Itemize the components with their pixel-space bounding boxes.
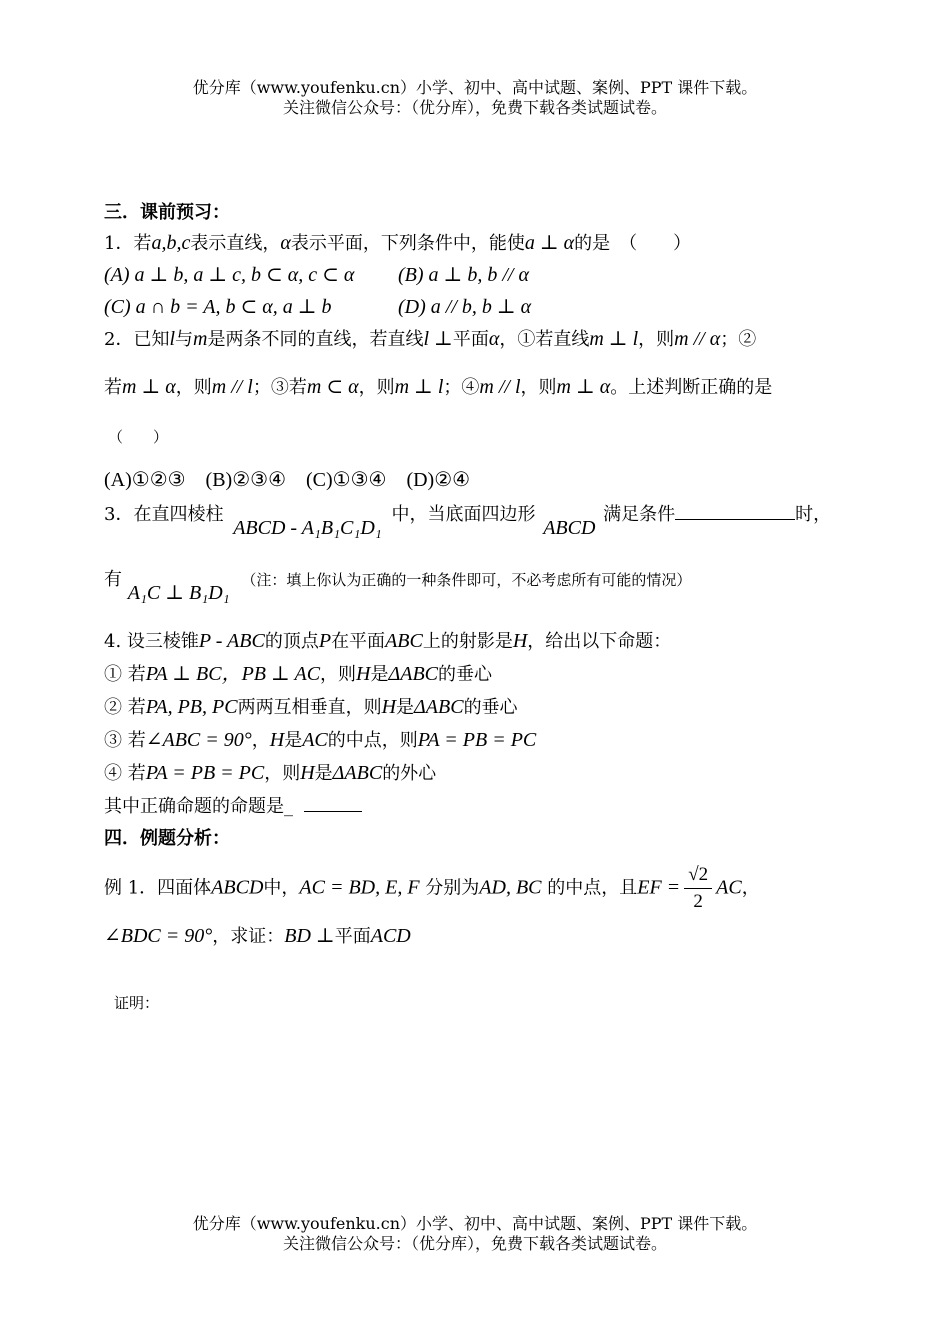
q4-triangle: ΔABC xyxy=(388,663,438,685)
q2-text: ；② xyxy=(720,329,757,350)
q3-base: ABCD xyxy=(543,517,596,539)
q4-text: 是 xyxy=(314,763,333,784)
q4-text: ① 若 xyxy=(104,664,146,685)
q4-math: PA ⊥ BC，PB ⊥ AC xyxy=(145,663,321,685)
q4-h: H xyxy=(300,762,315,784)
q4-answer xyxy=(104,793,362,820)
q2-text: ；③若 xyxy=(252,377,307,398)
q1-vars: a,b,c xyxy=(151,232,191,254)
q1-option-b: (B) a ⊥ b, b // α xyxy=(398,264,529,286)
q3-text: 时， xyxy=(795,504,832,525)
q2-text: ；④ xyxy=(443,377,480,398)
q1-stem xyxy=(104,230,691,257)
q4-math: PA, PB, PC xyxy=(145,696,238,718)
q4-pyramid: P - ABC xyxy=(198,630,265,652)
q4-text: 两两互相垂直，则 xyxy=(237,697,382,718)
q4-text: ，则 xyxy=(264,763,301,784)
q2-text: 2．已知 xyxy=(104,329,170,350)
q4-text: ，给出以下命题： xyxy=(527,631,672,652)
q3-line-1 xyxy=(104,501,832,539)
q4-h: H xyxy=(356,663,371,685)
q4-stem xyxy=(104,628,671,655)
fraction-numerator: √2 xyxy=(684,862,712,889)
q2-text: ，则 xyxy=(638,329,675,350)
ex1-text: 分别为 xyxy=(425,877,480,899)
header-line-2: 关注微信公众号：（优分库），免费下载各类试题试卷。 xyxy=(282,98,667,117)
q3-cond: A₁C ⊥ B₁D₁ xyxy=(127,582,230,604)
q2-math: m // l xyxy=(211,376,253,398)
q4-text: 在平面 xyxy=(331,631,386,652)
q1-t1: 表示直线， xyxy=(190,233,281,254)
q2-math: m ⊂ α xyxy=(306,376,359,398)
q4-answer-blank[interactable] xyxy=(304,793,362,812)
q4-triangle: ΔABC xyxy=(332,762,383,784)
q2-paren: （ ） xyxy=(108,428,169,446)
ex1-text: ，求证： xyxy=(212,926,285,947)
q1-option-a: (A) a ⊥ b, a ⊥ c, b ⊂ α, c ⊂ α xyxy=(104,264,355,286)
q2-math: m // l xyxy=(479,376,521,398)
q1-prefix: 1．若 xyxy=(104,233,152,254)
q3-text: 满足条件 xyxy=(603,504,676,525)
q3-blank[interactable] xyxy=(675,501,795,520)
q2-text: 与 xyxy=(175,329,194,350)
q2-text: 是两条不同的直线，若直线 xyxy=(207,329,424,350)
q4-p: P xyxy=(318,630,332,652)
q1-t3: 的是 （ ） xyxy=(574,233,692,254)
q4-h: H xyxy=(381,696,397,718)
fraction-denominator: 2 xyxy=(693,891,703,912)
q2-line-2 xyxy=(104,374,772,401)
q4-text: ， xyxy=(251,730,270,751)
ex1-text: 中， xyxy=(263,877,300,899)
q2-math: m ⊥ α xyxy=(556,376,611,398)
q4-text: 的垂心 xyxy=(438,664,492,685)
q2-text: ，则 xyxy=(175,377,212,398)
q3-text: 3．在直四棱柱 xyxy=(104,504,224,525)
q3-text: 有 xyxy=(104,569,122,590)
q1-t2: 表示平面，下列条件中，能使 xyxy=(290,233,525,254)
q4-h: H xyxy=(269,729,285,751)
ex1-fraction xyxy=(684,862,712,915)
ex1-math: BD ⊥ xyxy=(284,925,335,947)
q4-math: ∠ABC = 90° xyxy=(145,729,252,751)
q4-h: H xyxy=(512,630,528,652)
proof-label: 证明： xyxy=(114,994,160,1012)
q4-text: 的垂心 xyxy=(463,697,518,718)
q4-statement-2 xyxy=(104,694,518,721)
q2-math: m // α xyxy=(674,328,721,350)
footer-line-1: 优分库（www.youfenku.cn）小学、初中、高中试题、案例、PPT 课件下载。 xyxy=(192,1214,758,1233)
q4-text: 是 xyxy=(284,730,303,751)
q4-text: ③ 若 xyxy=(104,730,146,751)
q4-plane: ABC xyxy=(385,630,423,652)
q3-text: 中，当底面四边形 xyxy=(391,504,536,525)
ex1-ef: EF = xyxy=(637,876,681,899)
q2-text: ，则 xyxy=(358,377,395,398)
q4-ac: AC xyxy=(302,729,328,751)
q4-text: 是 xyxy=(370,664,389,685)
q4-text: ② 若 xyxy=(104,697,146,718)
q2-math: l ⊥ xyxy=(423,328,453,350)
ex1-angle: ∠BDC = 90° xyxy=(104,925,213,947)
q4-text: 上的射影是 xyxy=(422,631,513,652)
ex1-ac: AC xyxy=(716,876,742,899)
q2-math: m ⊥ α xyxy=(122,376,176,398)
ex1-text: 的中点，且 xyxy=(547,877,638,899)
q4-text: 的中点，则 xyxy=(327,730,418,751)
ex1-acd: ACD xyxy=(370,925,411,947)
example-1-line-2 xyxy=(104,923,411,950)
ex1-math: AD, BC xyxy=(479,876,542,899)
q4-text: 4. 设三棱锥 xyxy=(104,631,199,652)
q2-math: m ⊥ l xyxy=(394,376,444,398)
q2-text: 。上述判断正确的是 xyxy=(610,377,773,398)
q4-text: 的外心 xyxy=(382,763,437,784)
q3-line-2 xyxy=(104,566,692,604)
q2-m: m xyxy=(193,328,208,350)
ex1-tetra: ABCD xyxy=(211,876,264,899)
q4-statement-3 xyxy=(104,727,536,754)
section-3-title: 三．课前预习： xyxy=(104,202,230,223)
q2-text: ，①若直线 xyxy=(499,329,590,350)
q4-math: PA = PB = PC xyxy=(417,729,537,751)
footer-line-2: 关注微信公众号：（优分库），免费下载各类试题试卷。 xyxy=(282,1234,667,1253)
ex1-math: AC = BD, E, F xyxy=(299,876,420,899)
q4-text: 的顶点 xyxy=(264,631,319,652)
q3-note: （注：填上你认为正确的一种条件即可，不必考虑所有可能的情况） xyxy=(241,571,692,589)
header-line-1: 优分库（www.youfenku.cn）小学、初中、高中试题、案例、PPT 课件下载。 xyxy=(192,78,758,97)
q4-text: ④ 若 xyxy=(104,763,146,784)
q2-alpha: α xyxy=(488,328,500,350)
section-4-title: 四．例题分析： xyxy=(104,828,230,849)
example-1-line-1 xyxy=(104,862,760,915)
q4-math: PA = PB = PC xyxy=(145,762,265,784)
q1-alpha: α xyxy=(280,232,291,254)
q4-statement-1 xyxy=(104,661,492,688)
ex1-text: 平面 xyxy=(334,926,371,947)
q1-cond: a ⊥ α xyxy=(524,232,575,254)
q2-text: 平面 xyxy=(452,329,489,350)
q1-option-d: (D) a // b, b ⊥ α xyxy=(398,296,532,318)
q4-text: 是 xyxy=(396,697,415,718)
q2-math: m ⊥ l xyxy=(589,328,639,350)
q4-triangle: ΔABC xyxy=(414,696,464,718)
q1-option-c: (C) a ∩ b = A, b ⊂ α, a ⊥ b xyxy=(104,296,332,318)
q4-statement-4 xyxy=(104,760,436,787)
q2-text: ，则 xyxy=(520,377,557,398)
q2-line-1 xyxy=(104,326,756,353)
q2-options: (A)①②③ (B)②③④ (C)①③④ (D)②④ xyxy=(104,469,471,491)
q3-prism: ABCD - A₁B₁C₁D₁ xyxy=(233,517,382,539)
ex1-text: 例 1．四面体 xyxy=(104,877,212,899)
q4-answer-label: 其中正确命题的命题是_ xyxy=(104,796,293,817)
ex1-text: ， xyxy=(741,877,760,899)
q4-text: ，则 xyxy=(320,664,357,685)
q2-text: 若 xyxy=(104,377,122,398)
q2-l: l xyxy=(169,328,176,350)
